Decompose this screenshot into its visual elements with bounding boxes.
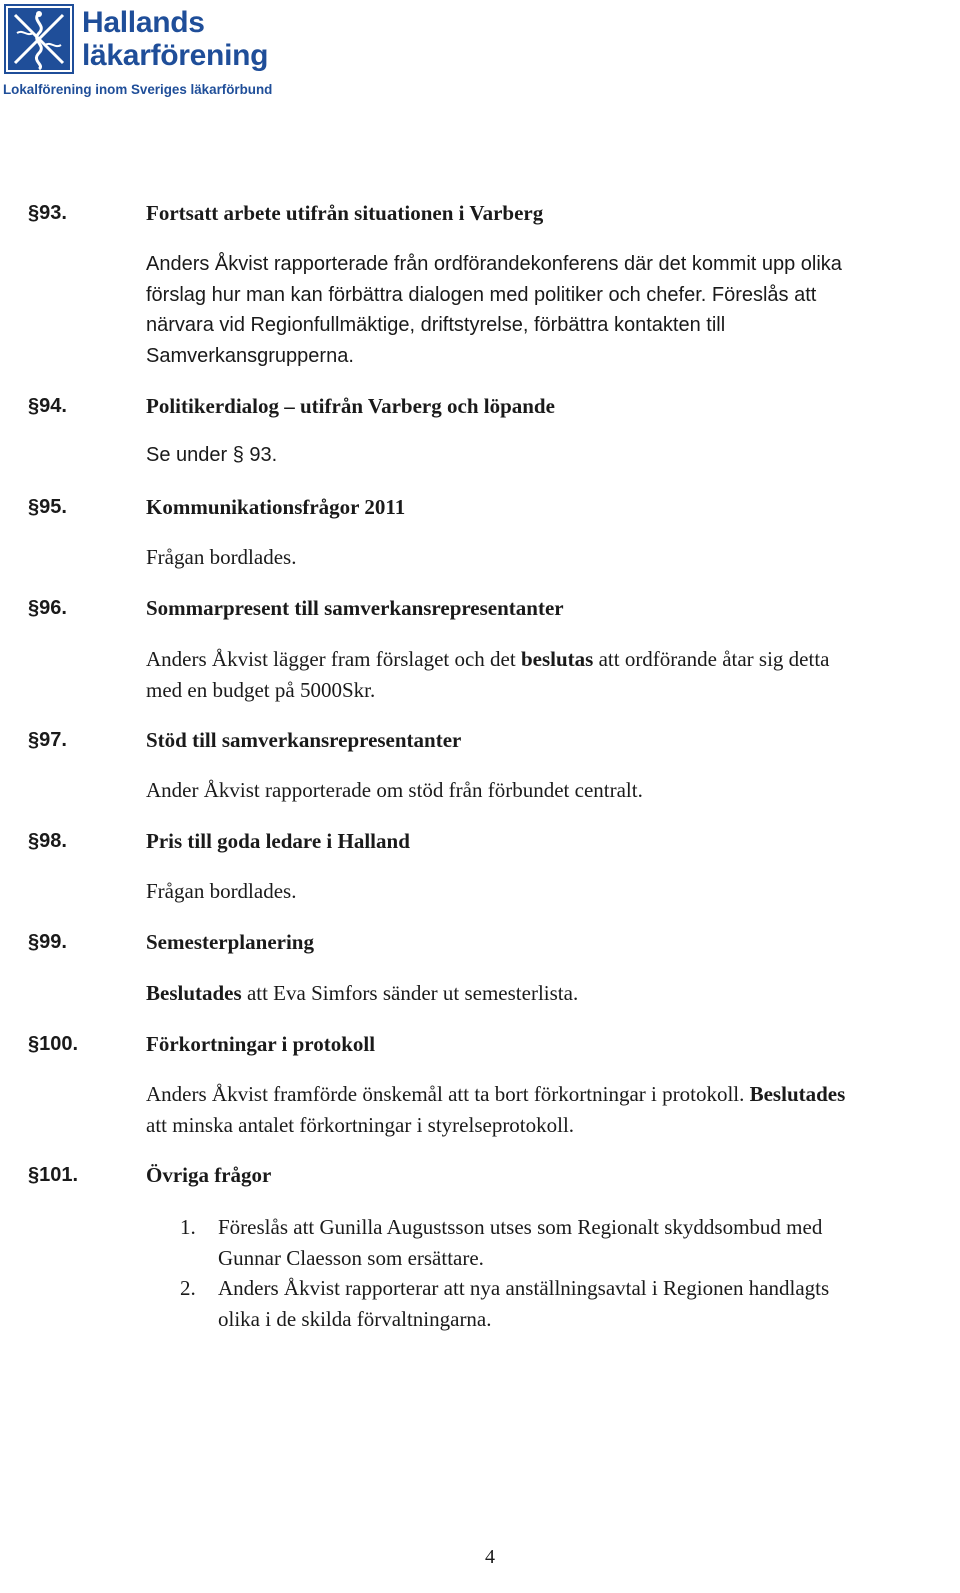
page-number: 4 — [485, 1546, 495, 1568]
item-body — [146, 876, 946, 907]
text-line: Frågan bordlades. — [146, 879, 297, 903]
paragraph-number: §96. — [28, 597, 67, 619]
list-item-number: 2. — [180, 1276, 196, 1300]
item-heading: Politikerdialog – utifrån Varberg och löpande — [146, 394, 555, 418]
text-line: Frågan bordlades. — [146, 545, 297, 569]
decision-keyword: Beslutades — [749, 1082, 846, 1106]
text-line: Anders Åkvist rapporterade från ordförandekonferens där det kommit upp olika — [146, 253, 842, 275]
paragraph-number: §94. — [28, 395, 67, 417]
text-line: Se under § 93. — [146, 444, 278, 466]
text-run: att Eva Simfors sänder ut semesterlista. — [241, 981, 579, 1005]
organization-logo — [3, 3, 295, 98]
paragraph-number: §97. — [28, 729, 67, 751]
logo-subtitle: Lokalförening inom Sveriges läkarförbund — [3, 82, 273, 97]
text-run: Anders Åkvist framförde önskemål att ta bort förkortningar i protokoll. — [146, 1082, 750, 1106]
item-body — [146, 440, 936, 471]
paragraph-number: §99. — [28, 931, 67, 953]
paragraph-number: §101. — [28, 1164, 79, 1186]
logo-name-line1: Hallands — [82, 6, 205, 39]
item-body — [146, 978, 946, 1009]
text-line: närvara vid Regionfullmäktige, driftstyrelse, förbättra kontakten till — [146, 314, 726, 336]
text-line: med en budget på 5000Skr. — [146, 677, 376, 702]
text-line — [146, 644, 946, 675]
item-body — [146, 542, 946, 573]
text-run: att ordförande åtar sig detta — [593, 647, 830, 671]
item-heading: Förkortningar i protokoll — [146, 1032, 376, 1056]
item-heading: Övriga frågor — [146, 1163, 272, 1187]
list-item-number: 1. — [180, 1215, 196, 1239]
decision-keyword: Beslutades — [146, 981, 242, 1005]
item-body — [146, 1079, 946, 1140]
item-body — [146, 644, 946, 705]
item-heading: Pris till goda ledare i Halland — [146, 829, 410, 853]
decision-keyword: beslutas — [520, 647, 594, 671]
text-line: Föreslås att Gunilla Augustsson utses som Regionalt skyddsombud med — [218, 1215, 823, 1239]
text-line — [146, 978, 946, 1009]
other-matters-list — [180, 1212, 940, 1334]
item-heading: Semesterplanering — [146, 930, 314, 954]
text-run: Anders Åkvist lägger fram förslaget och det — [146, 647, 521, 671]
text-line: olika i de skilda förvaltningarna. — [218, 1306, 492, 1331]
paragraph-number: §95. — [28, 496, 67, 518]
item-body — [146, 249, 936, 371]
paragraph-number: §93. — [28, 202, 67, 224]
logo-name-line2: läkarförening — [82, 39, 269, 72]
text-line — [146, 1079, 946, 1110]
item-body — [146, 775, 946, 806]
text-line: Gunnar Claesson som ersättare. — [218, 1245, 484, 1270]
paragraph-number: §100. — [28, 1033, 79, 1055]
text-line: att minska antalet förkortningar i styrelseprotokoll. — [146, 1112, 575, 1137]
list-item — [180, 1212, 940, 1273]
item-heading: Kommunikationsfrågor 2011 — [146, 495, 406, 519]
text-line: förslag hur man kan förbättra dialogen med politiker och chefer. Föreslås att — [146, 283, 817, 306]
list-item — [180, 1273, 940, 1334]
text-line: Ander Åkvist rapporterade om stöd från förbundet centralt. — [146, 778, 643, 802]
item-heading: Sommarpresent till samverkansrepresentanter — [146, 596, 564, 620]
item-heading: Fortsatt arbete utifrån situationen i Varberg — [146, 201, 544, 225]
text-line: Anders Åkvist rapporterar att nya anställningsavtal i Regionen handlagts — [218, 1276, 830, 1300]
text-line: Samverkansgrupperna. — [146, 344, 354, 367]
paragraph-number: §98. — [28, 830, 67, 852]
item-heading: Stöd till samverkansrepresentanter — [146, 728, 462, 752]
coat-of-arms-icon — [3, 3, 75, 75]
